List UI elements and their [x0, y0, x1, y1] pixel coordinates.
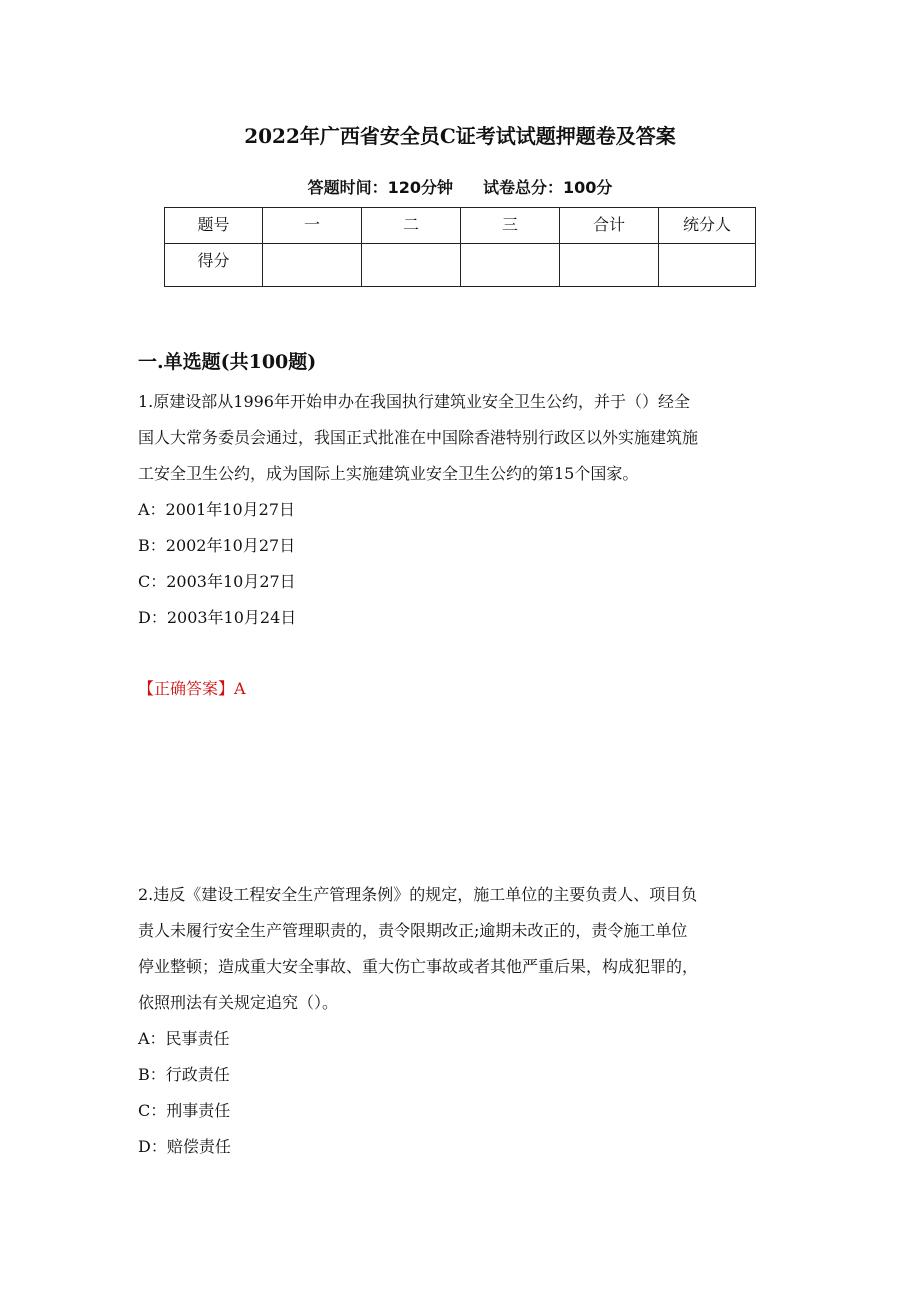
score-row-label: 得分	[165, 244, 263, 287]
score-table-header-row	[165, 208, 756, 244]
score-value-cell	[461, 244, 560, 287]
option-c: C：刑事责任	[138, 1101, 231, 1120]
score-value-cell	[560, 244, 659, 287]
exam-total-score: 试卷总分：100分	[483, 178, 613, 197]
question-stem-line: 停业整顿；造成重大安全事故、重大伤亡事故或者其他严重后果，构成犯罪的，	[138, 957, 699, 976]
question-2	[138, 877, 788, 1165]
question-stem-line: 责人未履行安全生产管理职责的，责令限期改正;逾期未改正的，责令施工单位	[138, 921, 688, 940]
section-title: 一.单选题(共100题)	[138, 351, 317, 373]
score-header-cell: 合计	[560, 208, 659, 244]
score-header-cell: 题号	[165, 208, 263, 244]
exam-meta	[0, 175, 920, 198]
question-stem-line: 国人大常务委员会通过，我国正式批准在中国除香港特别行政区以外实施建筑施	[138, 428, 699, 447]
exam-time: 答题时间：120分钟	[307, 178, 453, 197]
score-header-cell: 三	[461, 208, 560, 244]
question-1	[138, 384, 788, 636]
correct-answer: 【正确答案】A	[138, 679, 246, 698]
option-b: B：2002年10月27日	[138, 536, 296, 555]
question-stem-line: 工安全卫生公约，成为国际上实施建筑业安全卫生公约的第15个国家。	[138, 464, 639, 483]
score-table	[164, 207, 756, 287]
option-d: D：2003年10月24日	[138, 608, 297, 627]
score-header-cell: 二	[362, 208, 461, 244]
score-header-cell: 一	[263, 208, 362, 244]
score-header-cell: 统分人	[659, 208, 756, 244]
option-a: A：2001年10月27日	[138, 500, 295, 519]
page-title: 2022年广西省安全员C证考试试题押题卷及答案	[244, 124, 676, 148]
question-stem-line: 1.原建设部从1996年开始申办在我国执行建筑业安全卫生公约，并于（）经全	[138, 392, 690, 411]
option-a: A：民事责任	[138, 1029, 230, 1048]
question-stem-line: 依照刑法有关规定追究（）。	[138, 993, 339, 1012]
option-b: B：行政责任	[138, 1065, 230, 1084]
score-table-value-row	[165, 244, 756, 287]
score-value-cell	[362, 244, 461, 287]
question-stem-line: 2.违反《建设工程安全生产管理条例》的规定，施工单位的主要负责人、项目负	[138, 885, 698, 904]
option-d: D：赔偿责任	[138, 1137, 231, 1156]
score-value-cell	[659, 244, 756, 287]
score-value-cell	[263, 244, 362, 287]
option-c: C：2003年10月27日	[138, 572, 296, 591]
